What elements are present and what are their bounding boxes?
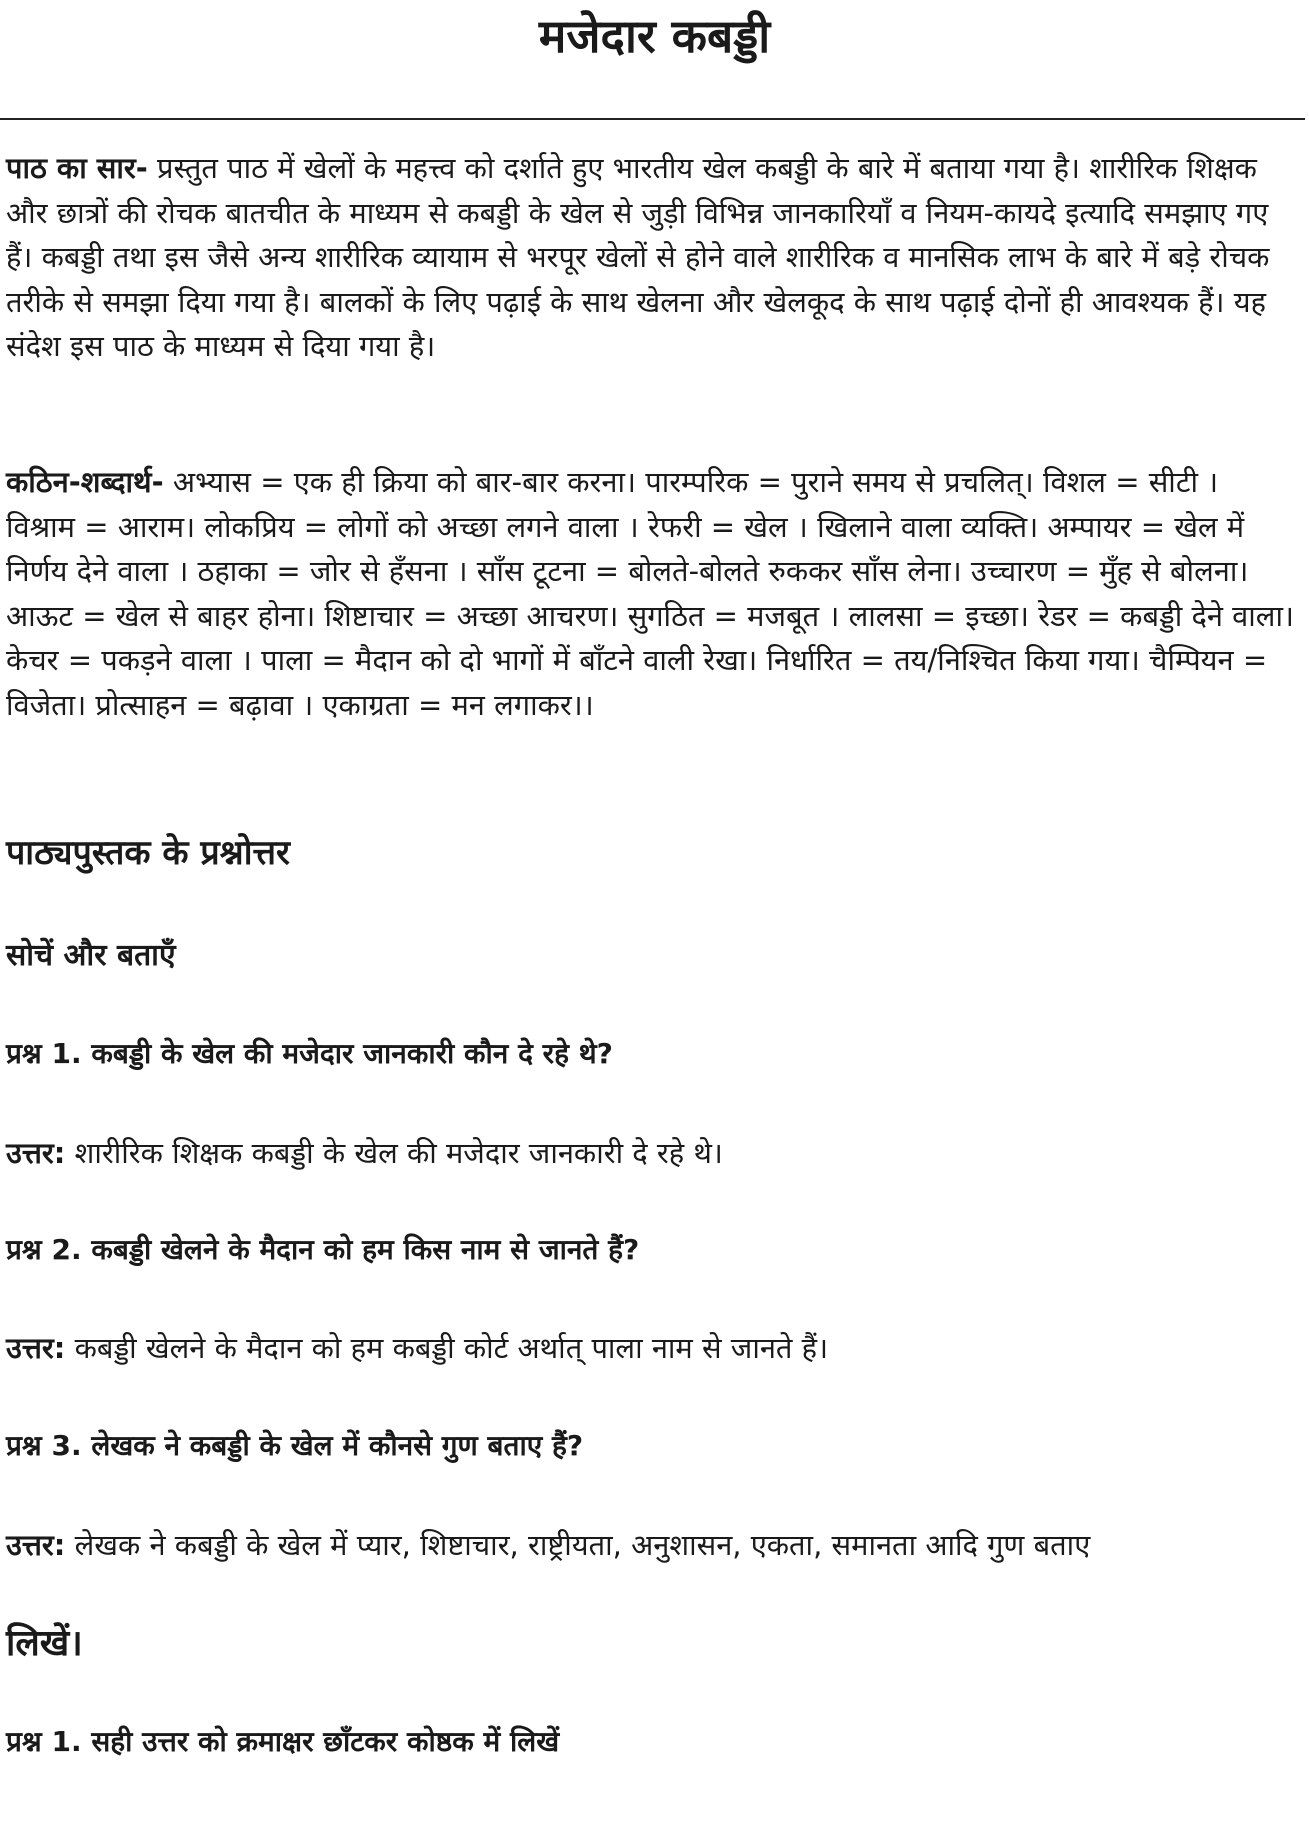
answer-text: शारीरिक शिक्षक कबड्डी के खेल की मजेदार जानकारी दे रहे थे। bbox=[65, 1136, 723, 1170]
answer-1 bbox=[6, 1133, 723, 1173]
answer-2 bbox=[6, 1328, 828, 1368]
question-1: प्रश्न 1. कबड्डी के खेल की मजेदार जानकारी कौन दे रहे थे? bbox=[6, 1037, 613, 1070]
glossary-paragraph bbox=[6, 460, 1296, 728]
answer-text: लेखक ने कबड्डी के खेल में प्यार, शिष्टाचार, राष्ट्रीयता, अनुशासन, एकता, समानता आदि गुण बताए bbox=[65, 1528, 1091, 1562]
write-heading: लिखें। bbox=[6, 1623, 83, 1664]
section-heading: पाठ्यपुस्तक के प्रश्नोत्तर bbox=[6, 833, 290, 873]
title-divider bbox=[0, 118, 1305, 120]
subsection-heading: सोचें और बताएँ bbox=[6, 938, 176, 973]
summary-label: पाठ का सार- bbox=[6, 151, 148, 185]
answer-text: कबड्डी खेलने के मैदान को हम कबड्डी कोर्ट अर्थात् पाला नाम से जानते हैं। bbox=[65, 1331, 829, 1365]
question-2: प्रश्न 2. कबड्डी खेलने के मैदान को हम किस नाम से जानते हैं? bbox=[6, 1233, 640, 1266]
summary-text: प्रस्तुत पाठ में खेलों के महत्त्व को दर्शाते हुए भारतीय खेल कबड्डी के बारे में बताया गया है। शारीरिक शिक्षक और छात्रों की रोचक बातचीत के माध्यम से कबड्डी के खेल से जुड़ी विभिन्न जानकारियाँ व नियम-कायदे इत्यादि समझाए गए हैं। कबड्डी तथा इस जैसे अन्य शारीरिक व्यायाम से भरपूर खेलों से होने वाले शारीरिक व मानसिक लाभ के बारे में बड़े रोचक तरीके से समझा दिया गया है। बालकों के लिए पढ़ाई के साथ खेलना और खेलकूद के साथ पढ़ाई दोनों ही आवश्यक हैं। यह संदेश इस पाठ के माध्यम से दिया गया है। bbox=[6, 151, 1270, 364]
glossary-text: अभ्यास = एक ही क्रिया को बार-बार करना। पारम्परिक = पुराने समय से प्रचलित्। विशल = सीटी । विश्राम = आराम। लोकप्रिय = लोगों को अच्छा लगने वाला । रेफरी = खेल । खिलाने वाला व्यक्ति। अम्पायर = खेल में निर्णय देने वाला । ठहाका = जोर से हँसना । साँस टूटना = बोलते-बोलते रुककर साँस लेना। उच्चारण = मुँह से बोलना। आऊट = खेल से बाहर होना। शिष्टाचार = अच्छा आचरण। सुगठित = मजबूत । लालसा = इच्छा। रेडर = कबड्डी देने वाला। केचर = पकड़ने वाला । पाला = मैदान को दो भागों में बाँटने वाली रेखा। निर्धारित = तय/निश्चित किया गया। चैम्पियन = विजेता। प्रोत्साहन = बढ़ावा । एकाग्रता = मन लगाकर।। bbox=[6, 465, 1294, 722]
write-question-1: प्रश्न 1. सही उत्तर को क्रमाक्षर छाँटकर कोष्ठक में लिखें bbox=[6, 1725, 560, 1758]
answer-label: उत्तर: bbox=[6, 1331, 66, 1365]
summary-paragraph bbox=[6, 146, 1296, 369]
page-title: मजेदार कबड्डी bbox=[538, 9, 771, 63]
glossary-label: कठिन-शब्दार्थ- bbox=[6, 465, 164, 499]
answer-3 bbox=[6, 1525, 1090, 1565]
answer-label: उत्तर: bbox=[6, 1528, 66, 1562]
question-3: प्रश्न 3. लेखक ने कबड्डी के खेल में कौनसे गुण बताए हैं? bbox=[6, 1429, 584, 1462]
answer-label: उत्तर: bbox=[6, 1136, 66, 1170]
